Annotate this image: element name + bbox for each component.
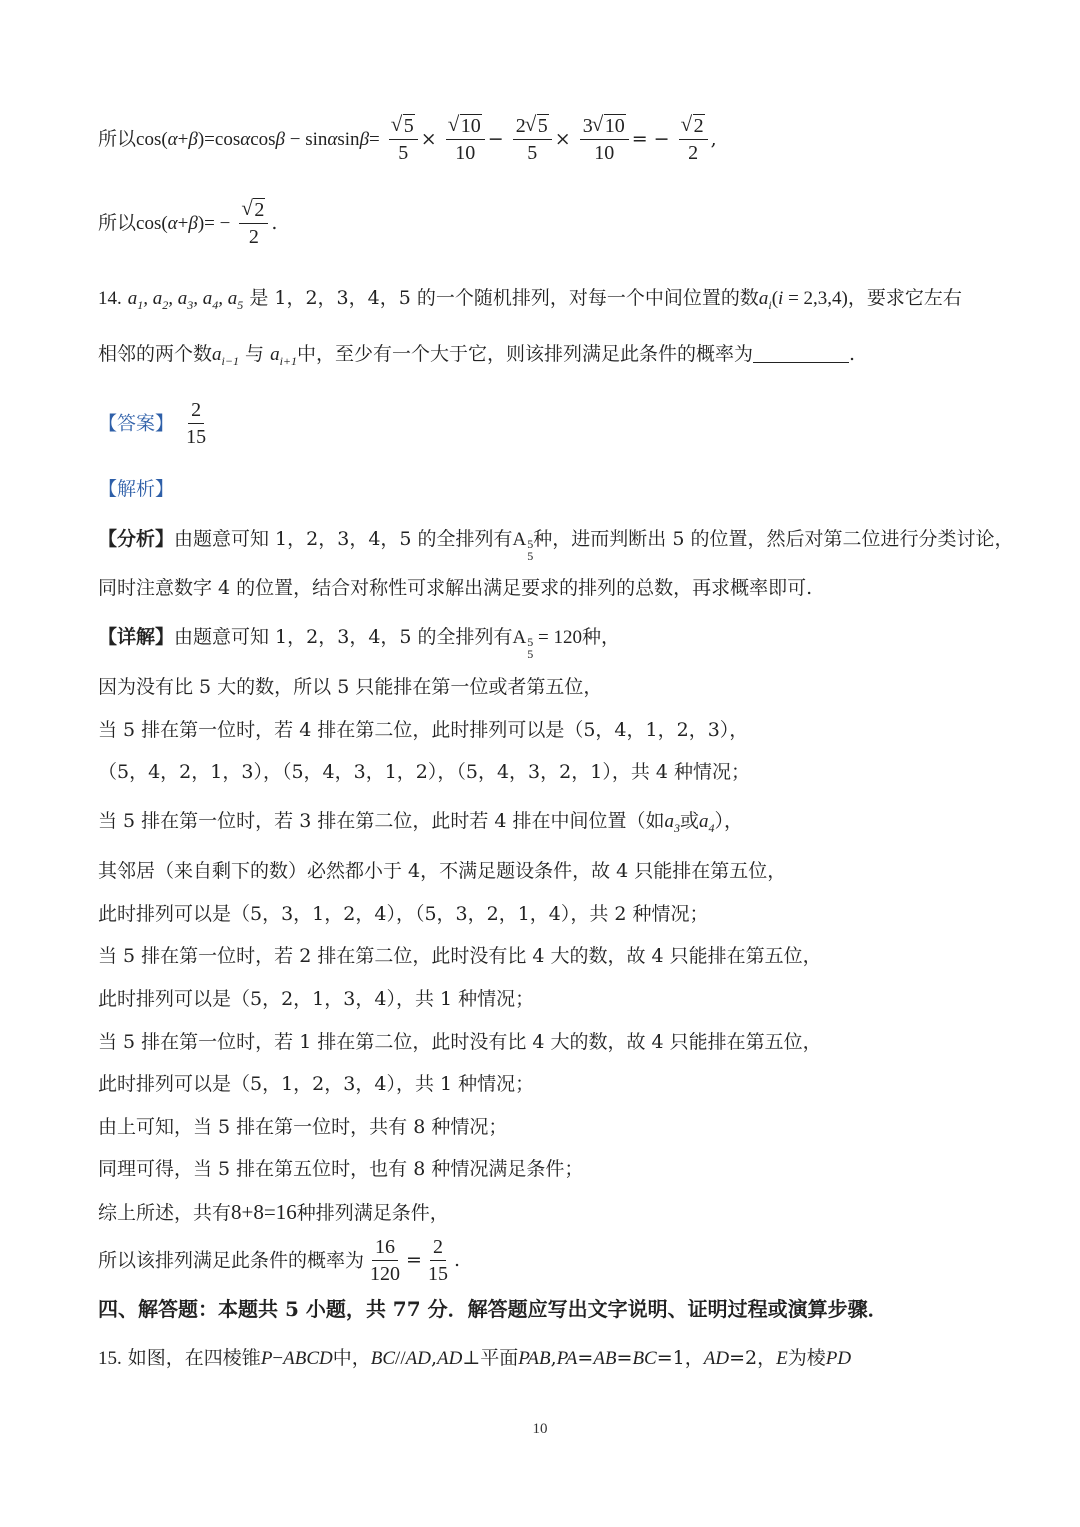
text: 或 — [680, 810, 700, 832]
detail-line: 由上可知，当 5 排在第一位时，共有 8 种情况； — [98, 1116, 508, 1138]
text: 所以 — [98, 128, 137, 150]
page-number: 10 — [532, 1421, 548, 1437]
math: (i = 2,3,4) — [771, 288, 848, 309]
text: 种排列满足条件， — [296, 1202, 449, 1224]
text: 与 — [245, 343, 265, 365]
text: ，要求它左右 — [847, 287, 962, 309]
text: 为棱 — [787, 1347, 826, 1369]
text: 综上所述，共有 — [98, 1202, 232, 1224]
answer-fraction: $\frac{2}{15}$ — [186, 399, 207, 448]
math: 8+8=16 — [231, 1200, 297, 1224]
question-14-line-2: 相邻的两个数$a_{i-1}$ 与 $a_{i+1}$中，至少有一个大于它，则该排列满足此条件的概率为 . — [98, 343, 856, 368]
math: PAB — [518, 1348, 551, 1369]
text: 由题意可知 1，2，3，4，5 的全排列有 — [174, 528, 513, 550]
text: 种，进而判断出 5 的位置，然后对第二位进行分类讨论， — [533, 528, 1014, 550]
section-heading: 四、解答题：本题共 5 小题，共 77 分．解答题应写出文字说明、证明过程或演算步骤． — [98, 1297, 888, 1321]
fraction: √ $\frac{5}{5}$ — [389, 116, 418, 164]
math: $a_1$, $a_2$, $a_3$, $a_4$, $a_5$ — [127, 288, 244, 312]
fraction: $\frac{16}{120}$ — [370, 1236, 401, 1285]
detail-line: 因为没有比 5 大的数，所以 5 只能排在第一位或者第五位， — [98, 676, 603, 698]
equation-line-2: 所以cos(α+β)= − √ $\frac{2}{2}$ . — [98, 200, 277, 248]
xiangjie-line — [98, 628, 620, 660]
fraction: $\frac{2}{15}$ — [427, 1236, 448, 1285]
xiangjie-label: 【详解】 — [98, 626, 175, 648]
text: 由题意可知 1，2，3，4，5 的全排列有 — [174, 626, 513, 648]
fraction: √ $\frac{2}{2}$ — [679, 116, 708, 164]
detail-line: 此时排列可以是（5，3，1，2，4），（5，3，2，1，4），共 2 种情况； — [98, 903, 709, 925]
fraction: √ $\frac{10}{10}$ — [446, 116, 485, 164]
fenxi-label: 【分析】 — [98, 528, 175, 550]
text: 中， — [332, 1347, 371, 1369]
detail-line: 此时排列可以是（5，2，1，3，4），共 1 种情况； — [98, 988, 535, 1010]
question-15-line: 15. 如图，在四棱锥P−ABCD中，BC//AD,AD⊥平面PAB,PA=AB=BC=1，AD=2，E为棱PD — [98, 1347, 852, 1369]
detail-line: （5，4，2，1，3），（5，4，3，1，2），（5，4，3，2，1），共 4 种情况； — [98, 761, 750, 783]
analysis-label: 【解析】 — [98, 478, 175, 500]
text: 种， — [582, 626, 621, 648]
question-14-line-1 — [98, 289, 962, 311]
text: 中，至少有一个大于它，则该排列满足此条件的概率为 — [297, 343, 754, 365]
text: 相邻的两个数 — [98, 343, 213, 365]
math: $a_3$ — [664, 811, 681, 835]
math: cos(α+β)=cosαcosβ − sinαsinβ= — [136, 129, 380, 150]
question-number: 14. — [98, 288, 122, 309]
detail-line: 当 5 排在第一位时，若 1 排在第二位，此时没有比 4 大的数，故 4 只能排在第五位， — [98, 1031, 822, 1053]
math: BC — [370, 1348, 396, 1369]
fraction: $\frac{2√ 5}{5}$ — [513, 116, 552, 164]
detail-line — [98, 1202, 449, 1223]
question-number: 15. — [98, 1348, 122, 1369]
detail-line: 所以该排列满足此条件的概率为 $\frac{16}{120}$ = $\frac{2}{15}$ . — [98, 1236, 460, 1285]
math: A 5 5 = 120 — [512, 627, 582, 661]
text: 平面 — [480, 1347, 519, 1369]
detail-line: 当 5 排在第一位时，若 2 排在第二位，此时没有比 4 大的数，故 4 只能排在第五位， — [98, 945, 822, 967]
text: 当 5 排在第一位时，若 3 排在第二位，此时若 4 排在中间位置（如 — [98, 810, 665, 832]
detail-line: 同理可得，当 5 排在第五位时，也有 8 种情况满足条件； — [98, 1158, 584, 1180]
text: 是 1，2，3，4，5 的一个随机排列，对每一个中间位置的数 — [249, 287, 759, 309]
math: P — [260, 1348, 273, 1369]
math: $a_{i-1}$ — [212, 344, 239, 368]
text: 如图，在四棱锥 — [127, 1347, 261, 1369]
equation-line-1: 所以cos(α+β)=cosαcosβ − sinαsinβ= √ $\frac{5}{5}$ × √ $\frac{10}{10}$ − $\frac{2√ 5}{5}$ × $\frac{3√ 10}{10}$ = − √ $\frac{2}{2}$ , — [98, 116, 717, 164]
math: $a_i$ — [758, 288, 772, 312]
detail-line: 其邻居（来自剩下的数）必然都小于 4，不满足题设条件，故 4 只能排在第五位， — [98, 860, 787, 882]
fraction: √ $\frac{2}{2}$ — [239, 200, 268, 248]
text: 所以 — [98, 212, 137, 234]
answer-label: 【答案】 — [98, 412, 175, 435]
fraction: $\frac{3√ 10}{10}$ — [580, 116, 629, 164]
fenxi-line-2: 同时注意数字 4 的位置，结合对称性可求解出满足要求的排列的总数，再求概率即可. — [98, 577, 813, 599]
text: ）， — [714, 810, 744, 832]
fenxi-line-1 — [98, 530, 1013, 562]
detail-line: 当 5 排在第一位时，若 4 排在第二位，此时排列可以是（5，4，1，2，3）， — [98, 719, 749, 741]
answer-blank — [753, 346, 849, 363]
math: cos(α+β)= − — [136, 213, 231, 234]
math: $a_{i+1}$ — [270, 344, 297, 368]
answer-line — [98, 400, 212, 448]
math: A 5 5 — [512, 529, 534, 563]
text: 所以该排列满足此条件的概率为 — [98, 1249, 365, 1272]
detail-line: 此时排列可以是（5，1，2，3，4），共 1 种情况； — [98, 1073, 535, 1095]
detail-line — [98, 812, 743, 834]
math: $a_4$ — [699, 811, 715, 835]
math: PD — [825, 1348, 852, 1369]
